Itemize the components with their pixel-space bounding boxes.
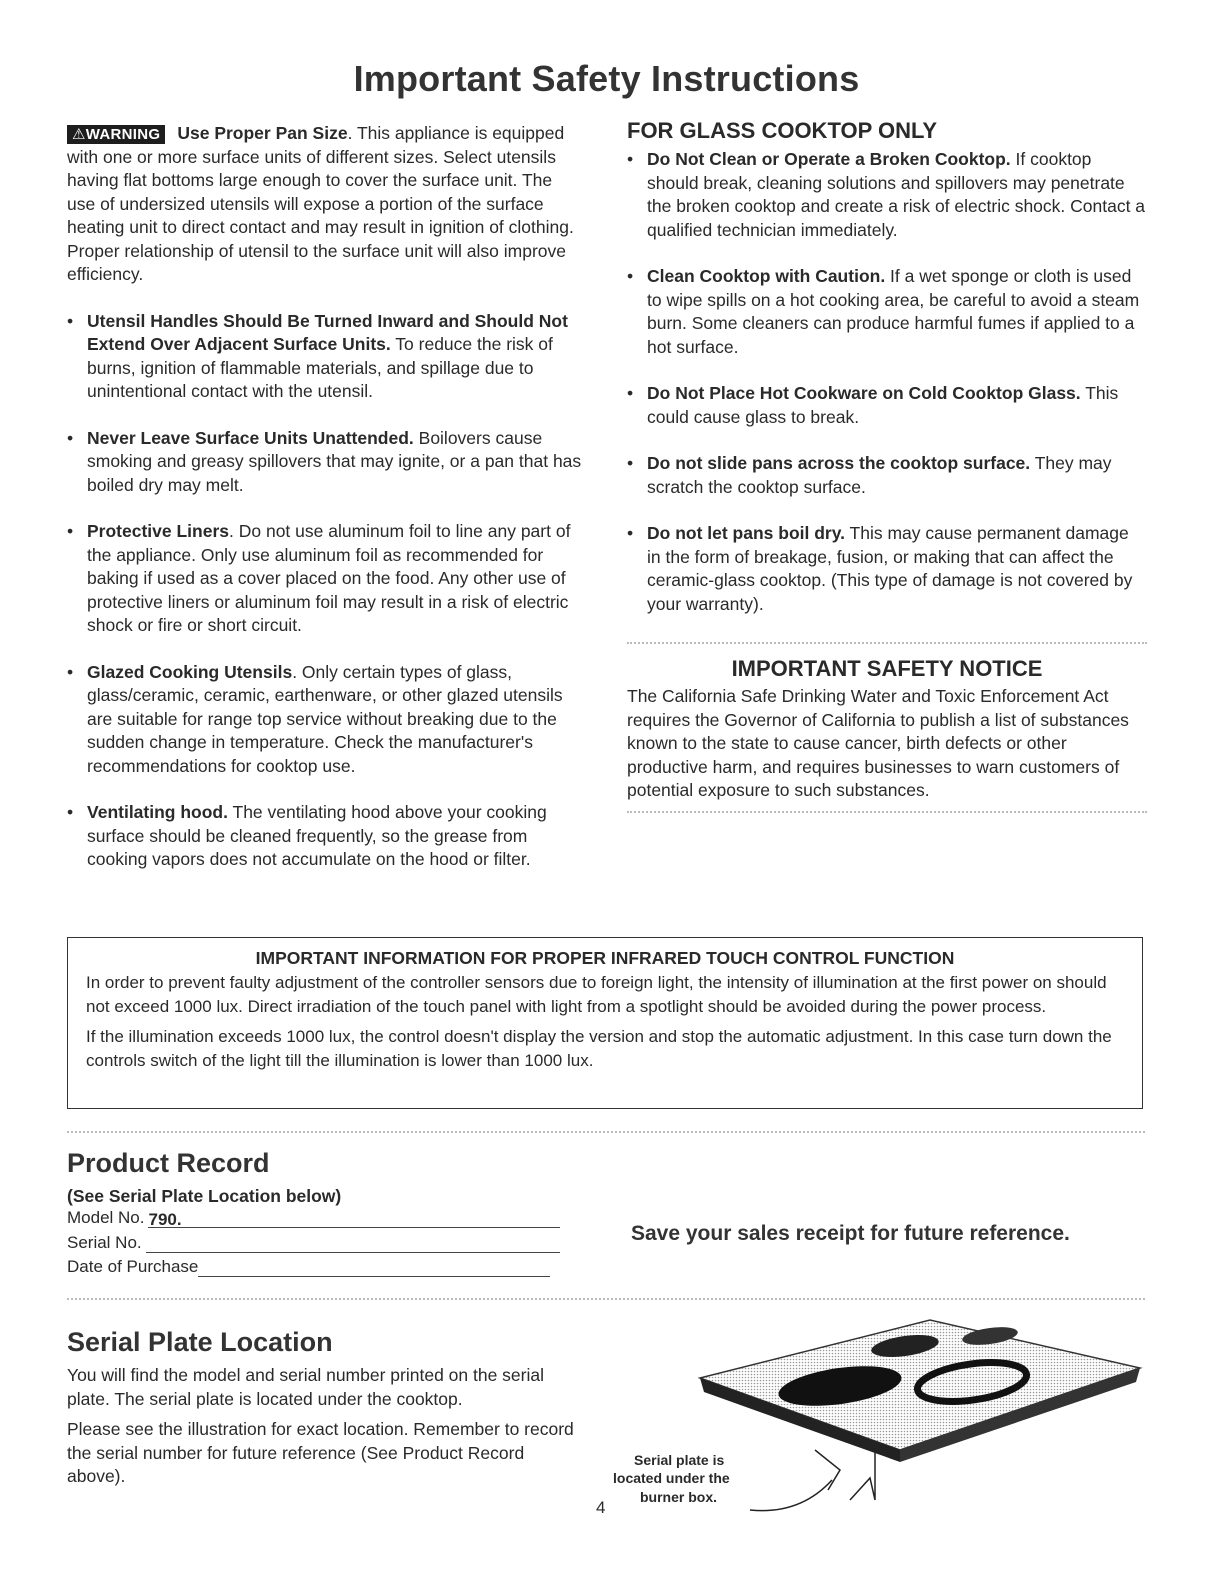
- purchase-date-field: Date of Purchase: [67, 1257, 550, 1277]
- model-number-field: Model No. 790.: [67, 1208, 560, 1228]
- pan-size-paragraph: ⚠WARNING Use Proper Pan Size. This appliance is equipped with one or more surface units of different sizes. Select utensils having flat bottoms large enough to cover the surface unit. The use of undersized utensils will expose a portion of the surface heating unit to direct contact and may result in ignition of clothing. Proper relationship of utensil to the surface unit will also improve efficiency.: [67, 123, 574, 284]
- serial-plate-text: [67, 1364, 587, 1489]
- product-record-subheading: (See Serial Plate Location below): [67, 1186, 342, 1206]
- callout-pointer: [850, 1450, 875, 1500]
- bullet-icon: [627, 148, 647, 242]
- glass-cooktop-heading: FOR GLASS COOKTOP ONLY: [627, 118, 938, 143]
- bullet-icon: [67, 310, 87, 404]
- warning-badge: ⚠WARNING: [67, 125, 165, 144]
- bullet-icon: [67, 427, 87, 498]
- product-record-heading: Product Record: [67, 1148, 270, 1178]
- purchase-date-line: [198, 1259, 550, 1277]
- bullet-icon: [627, 265, 647, 359]
- list-item: • Do Not Place Hot Cookware on Cold Cooktop Glass. This could cause glass to break.: [627, 382, 1147, 429]
- list-item: • Do not slide pans across the cooktop surface. They may scratch the cooktop surface.: [627, 452, 1147, 499]
- serial-number-line: [146, 1235, 560, 1253]
- bullet-icon: [627, 382, 647, 429]
- serial-plate-heading: Serial Plate Location: [67, 1327, 333, 1357]
- list-item: • Clean Cooktop with Caution. If a wet sponge or cloth is used to wipe spills on a hot cooking area, be careful to avoid a steam burn. Some cleaners can produce harmful fumes if applied to a hot surface.: [627, 265, 1147, 359]
- callout-line: located under the: [613, 1470, 730, 1486]
- divider: [627, 811, 1147, 813]
- list-item: • Never Leave Surface Units Unattended. Boilovers cause smoking and greasy spillovers that may ignite, or a pan that has boiled dry may melt.: [67, 427, 585, 498]
- safety-notice-heading: IMPORTANT SAFETY NOTICE: [731, 656, 1043, 681]
- page-number: 4: [596, 1498, 606, 1517]
- save-receipt-note: Save your sales receipt for future reference.: [631, 1222, 1070, 1245]
- callout-leader-line: [750, 1480, 832, 1511]
- list-item: • Protective Liners. Do not use aluminum foil to line any part of the appliance. Only use aluminum foil as recommended for baking if used as a cover placed on the food. Any other use of protective liners or aluminum foil may result in a risk of electric shock or fire or short circuit.: [67, 520, 585, 638]
- page-title: Important Safety Instructions: [353, 58, 860, 99]
- bullet-icon: [627, 522, 647, 616]
- infrared-info-box: [67, 937, 1143, 1109]
- divider: [67, 1298, 1145, 1300]
- info-box-paragraph: If the illumination exceeds 1000 lux, the control doesn't display the version and stop the automatic adjustment. In this case turn down the controls switch of the light till the illumination is lower than 1000 lux.: [86, 1027, 1112, 1070]
- right-column: [627, 118, 1147, 813]
- bullet-icon: [67, 520, 87, 638]
- safety-notice-text: The California Safe Drinking Water and Toxic Enforcement Act requires the Governor of California to publish a list of substances known to the state to cause cancer, birth defects or other productive harm, and requires businesses to warn customers of potential exposure to such substances.: [627, 686, 1129, 800]
- bullet-icon: [67, 661, 87, 779]
- serial-number-field: Serial No.: [67, 1233, 560, 1253]
- warning-triangle-icon: ⚠: [72, 126, 86, 143]
- list-item: • Do Not Clean or Operate a Broken Cooktop. If cooktop should break, cleaning solutions and spillovers may penetrate the broken cooktop and create a risk of electric shock. Contact a qualified technician immediately.: [627, 148, 1147, 242]
- bullet-icon: [627, 452, 647, 499]
- callout-line: Serial plate is: [634, 1452, 725, 1468]
- info-box-paragraph: In order to prevent faulty adjustment of the controller sensors due to foreign light, the intensity of illumination at the first power on should not exceed 1000 lux. Direct irradiation of the touch panel with light from a spotlight should be avoided during the power process.: [86, 973, 1107, 1016]
- left-column: [67, 122, 585, 872]
- divider: [67, 1131, 1145, 1133]
- list-item: • Glazed Cooking Utensils. Only certain types of glass, glass/ceramic, ceramic, earthenware, or other glazed utensils are suitable for range top service without breaking due to the sudden change in temperature. Check the manufacturer's recommendations for cooktop use.: [67, 661, 585, 779]
- info-box-title: IMPORTANT INFORMATION FOR PROPER INFRARED TOUCH CONTROL FUNCTION: [255, 948, 955, 968]
- list-item: • Utensil Handles Should Be Turned Inward and Should Not Extend Over Adjacent Surface Units. To reduce the risk of burns, ignition of flammable materials, and spillage due to unintentional contact with the utensil.: [67, 310, 585, 404]
- serial-plate-paragraph: Please see the illustration for exact location. Remember to record the serial number for future reference (See Product Record above).: [67, 1419, 574, 1486]
- serial-plate-paragraph: You will find the model and serial number printed on the serial plate. The serial plate is located under the cooktop.: [67, 1365, 544, 1409]
- list-item: • Do not let pans boil dry. This may cause permanent damage in the form of breakage, fusion, or making that can affect the ceramic-glass cooktop. (This type of damage is not covered by your warranty).: [627, 522, 1147, 616]
- bullet-icon: [67, 801, 87, 872]
- list-item: • Ventilating hood. The ventilating hood above your cooking surface should be cleaned frequently, so the grease from cooking vapors does not accumulate on the hood or filter.: [67, 801, 585, 872]
- callout-line: burner box.: [640, 1489, 718, 1505]
- model-number-value: 790.: [148, 1210, 560, 1228]
